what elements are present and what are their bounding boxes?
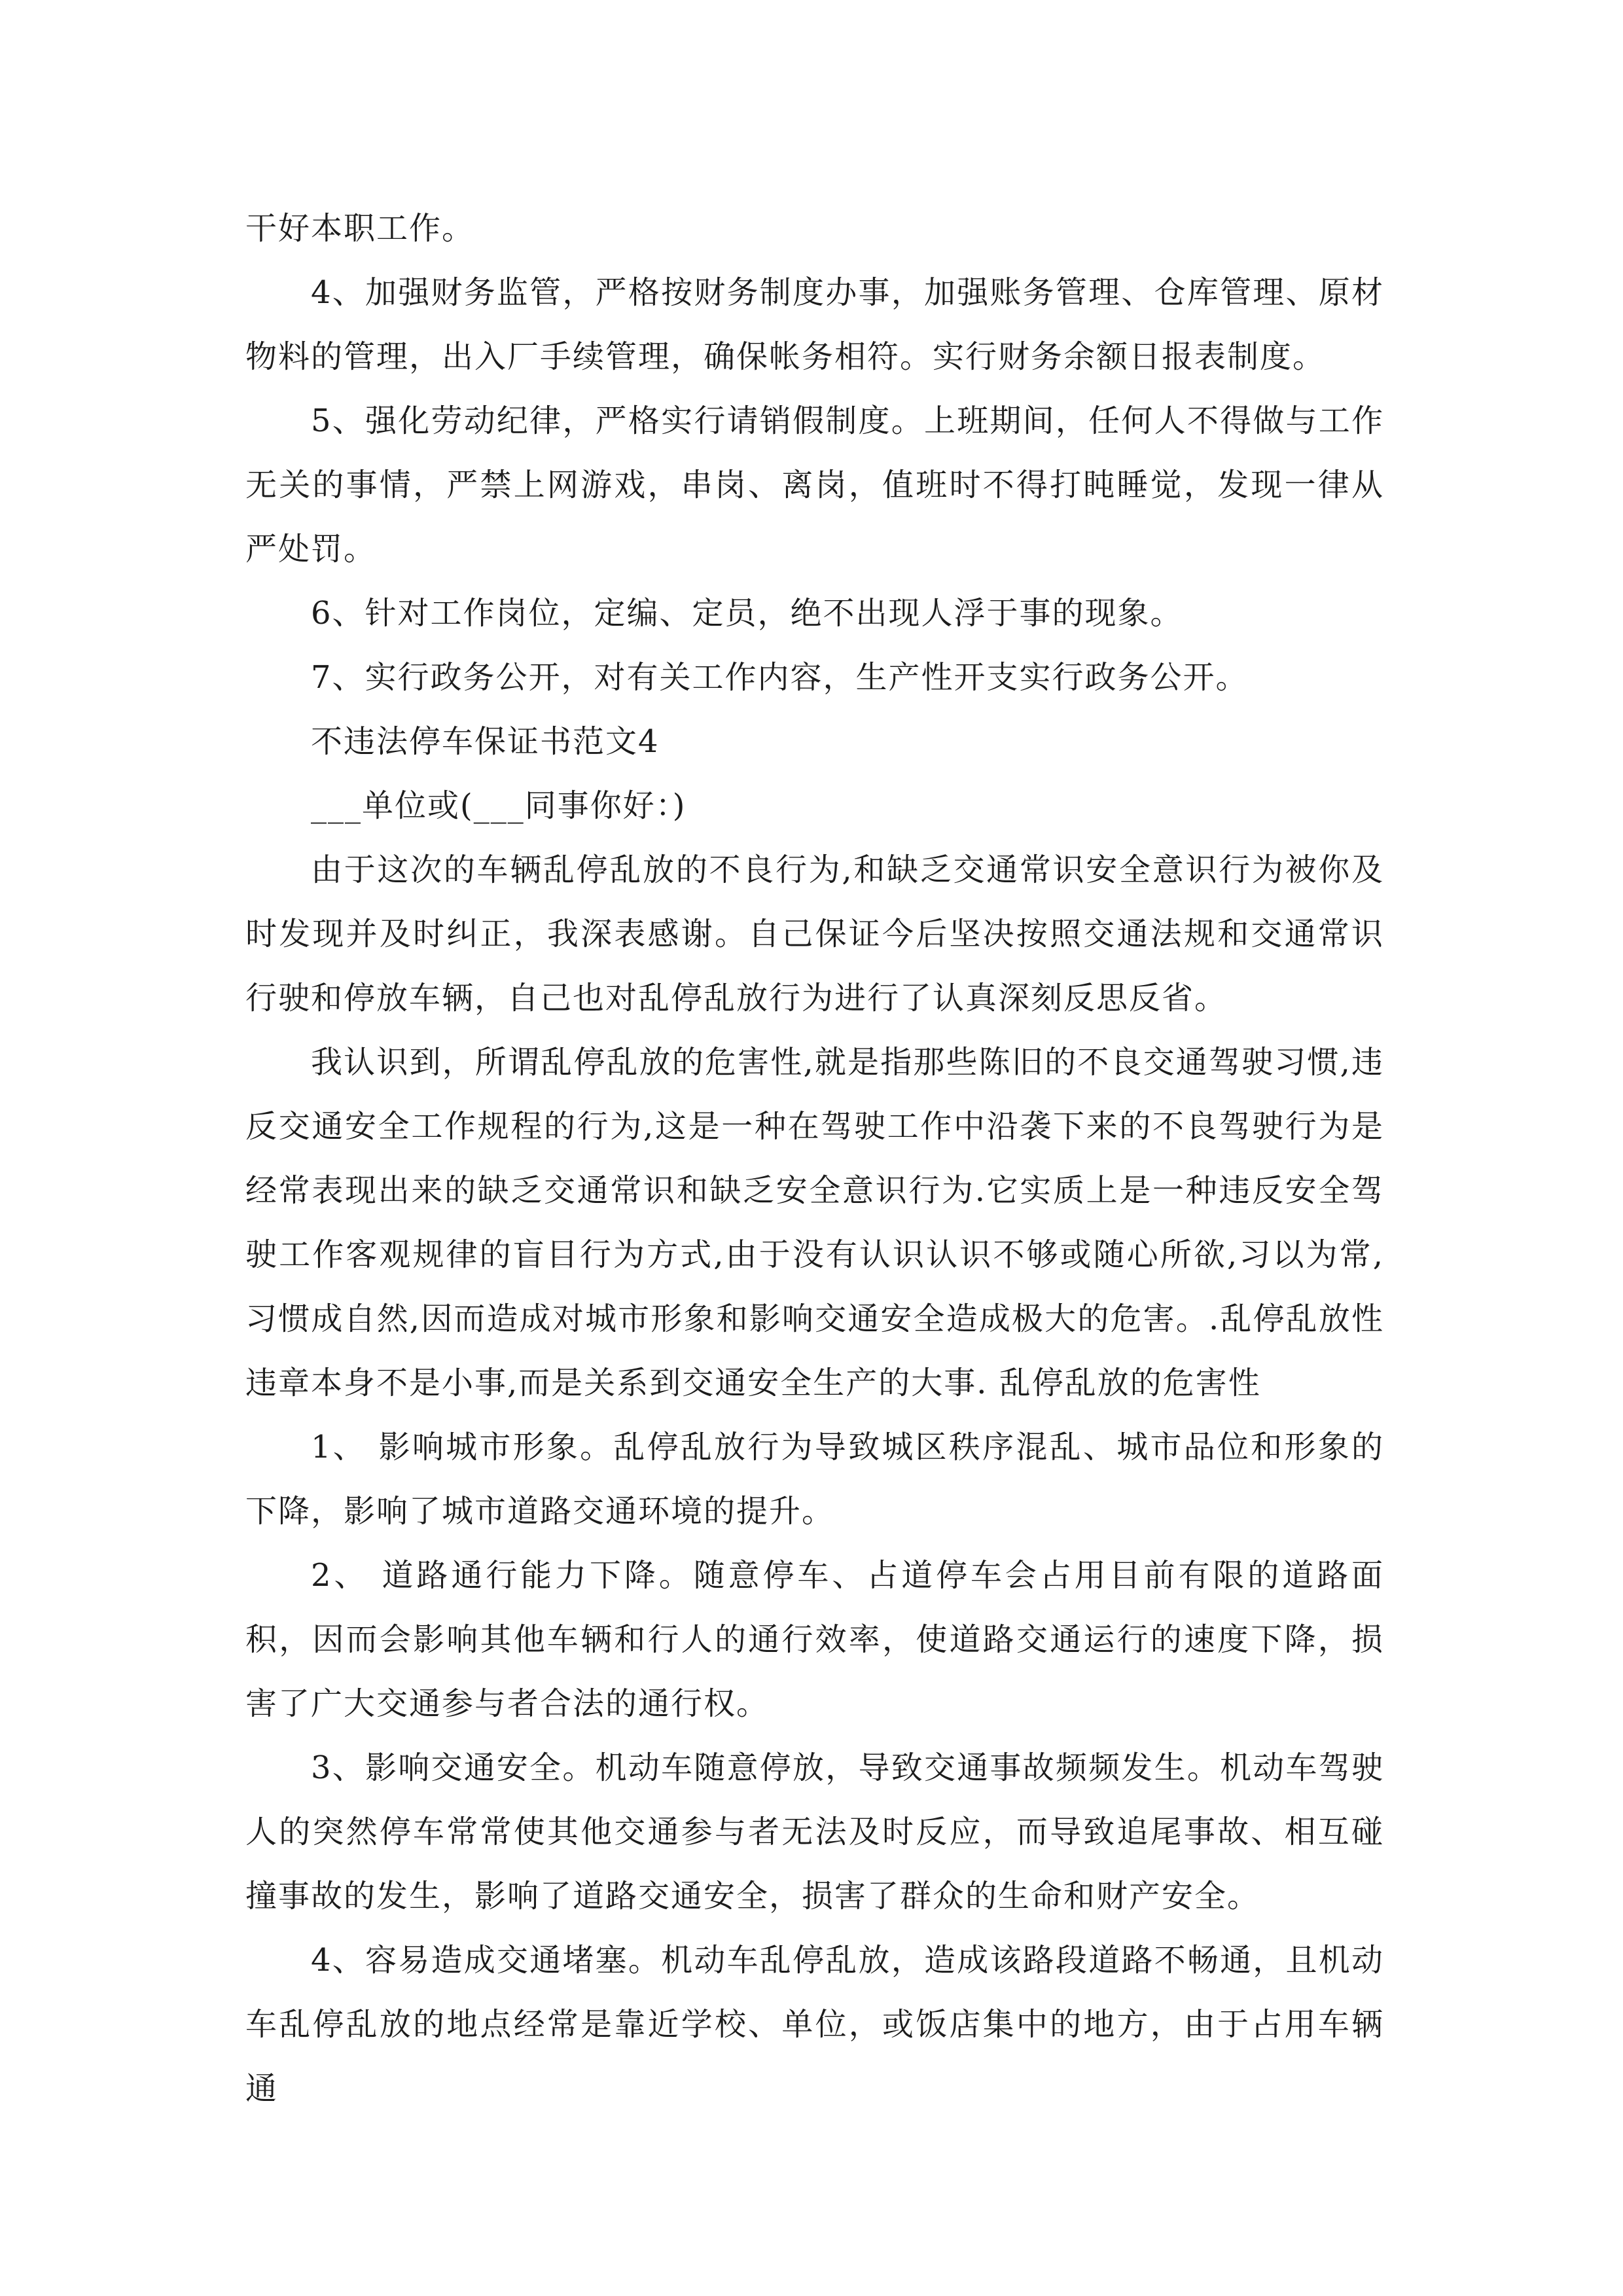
paragraph-item-6: 6、针对工作岗位，定编、定员，绝不出现人浮于事的现象。: [311, 595, 1183, 632]
paragraph-item-5: 5、强化劳动纪律，严格实行请销假制度。上班期间，任何人不得做与工作无关的事情，严禁上网游戏，串岗、离岗，值班时不得打盹睡觉，发现一律从严处罚。: [245, 403, 1384, 567]
paragraph-item-7: 7、实行政务公开，对有关工作内容，生产性开支实行政务公开。: [311, 659, 1249, 696]
section-title: 不违法停车保证书范文4: [311, 723, 660, 760]
paragraph-item-4: 4、加强财务监管，严格按财务制度办事，加强账务管理、仓库管理、原材物料的管理，出入厂手续管理，确保帐务相符。实行财务余额日报表制度。: [245, 274, 1384, 375]
salutation: ___单位或(___同事你好：): [311, 787, 687, 824]
paragraph: 干好本职工作。: [245, 210, 475, 247]
paragraph-harm-4: 4、容易造成交通堵塞。机动车乱停乱放，造成该路段道路不畅通，且机动车乱停乱放的地点经常是靠近学校、单位，或饭店集中的地方，由于占用车辆通: [245, 1942, 1384, 2107]
document-body: [245, 196, 1384, 2121]
paragraph-harm-3: 3、影响交通安全。机动车随意停放，导致交通事故频频发生。机动车驾驶人的突然停车常常使其他交通参与者无法及时反应，而导致追尾事故、相互碰撞事故的发生，影响了道路交通安全，损害了群众的生命和财产安全。: [245, 1749, 1384, 1914]
paragraph-recognition: 我认识到，所谓乱停乱放的危害性,就是指那些陈旧的不良交通驾驶习惯,违反交通安全工作规程的行为,这是一种在驾驶工作中沿袭下来的不良驾驶行为是经常表现出来的缺乏交通常识和缺乏安全意识行为.它实质上是一种违反安全驾驶工作客观规律的盲目行为方式,由于没有认识认识不够或随心所欲,习以为常,习惯成自然,因而造成对城市形象和影响交通安全造成极大的危害。.乱停乱放性违章本身不是小事,而是关系到交通安全生产的大事. 乱停乱放的危害性: [245, 1044, 1384, 1401]
paragraph-harm-2: 2、 道路通行能力下降。随意停车、占道停车会占用目前有限的道路面积，因而会影响其他车辆和行人的通行效率，使道路交通运行的速度下降，损害了广大交通参与者合法的通行权。: [245, 1557, 1384, 1722]
paragraph-intro: 由于这次的车辆乱停乱放的不良行为,和缺乏交通常识安全意识行为被你及时发现并及时纠正，我深表感谢。自己保证今后坚决按照交通法规和交通常识行驶和停放车辆，自己也对乱停乱放行为进行了认真深刻反思反省。: [245, 852, 1384, 1016]
paragraph-harm-1: 1、 影响城市形象。乱停乱放行为导致城区秩序混乱、城市品位和形象的下降，影响了城市道路交通环境的提升。: [245, 1429, 1384, 1530]
